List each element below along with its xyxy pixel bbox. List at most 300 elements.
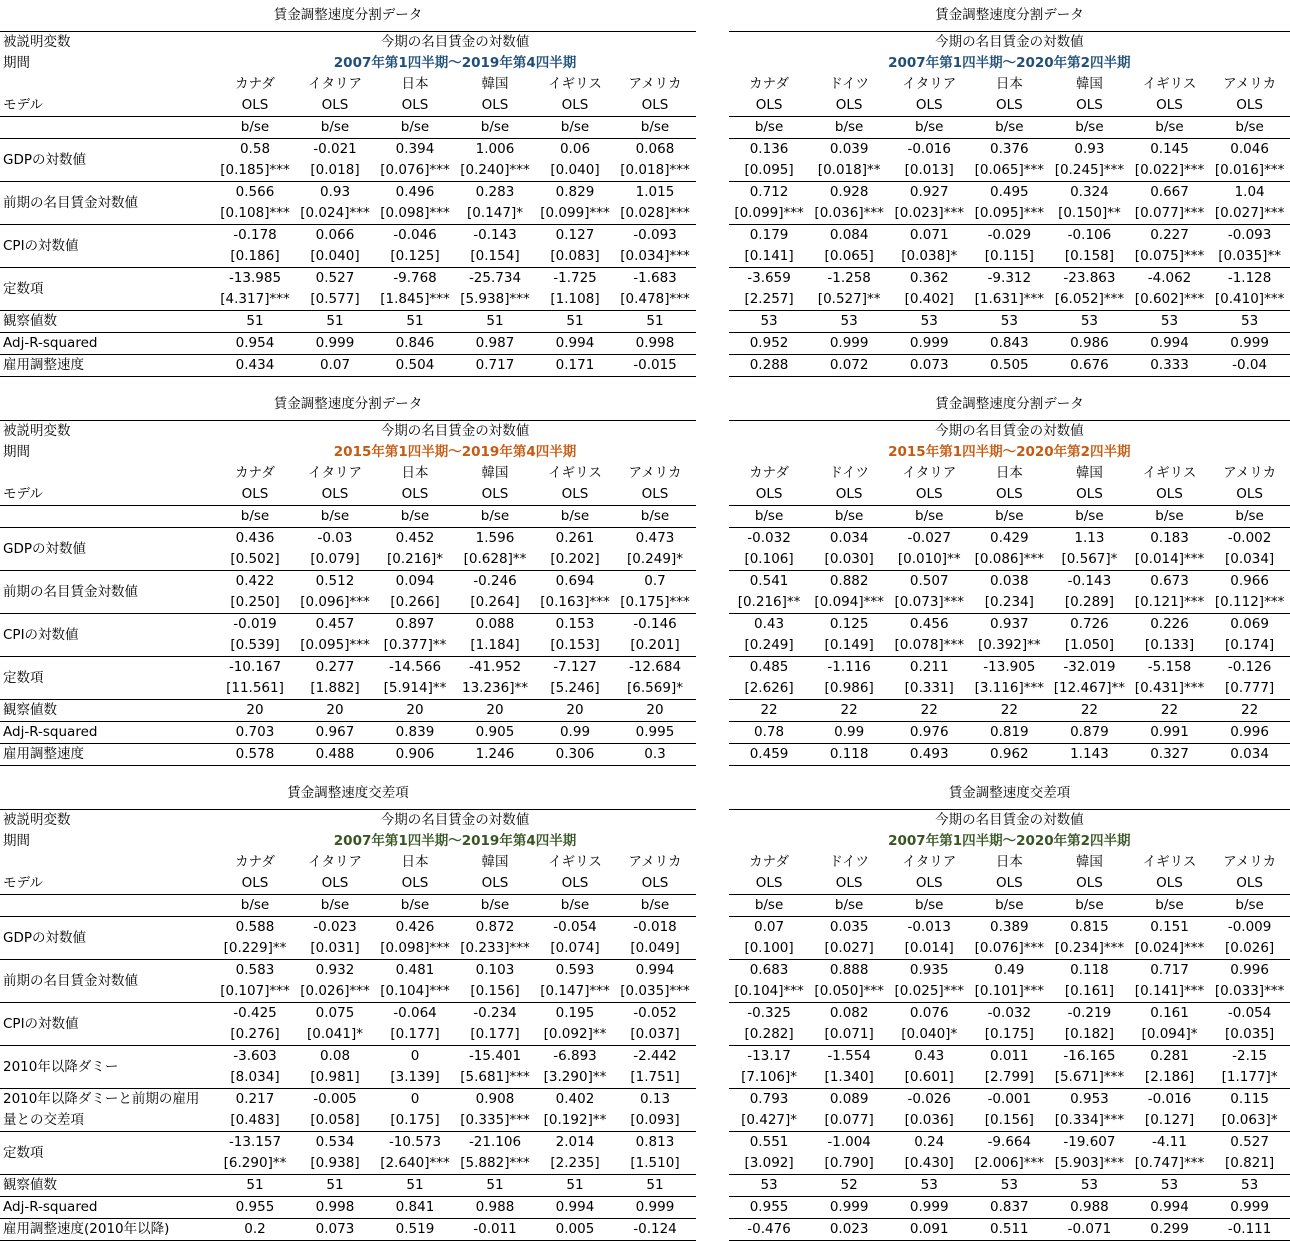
se-cell: [0.073]*** [894, 594, 964, 610]
coef-cell: 0.7 [644, 573, 666, 589]
coef-cell: -16.165 [1063, 1048, 1116, 1064]
variable-block [729, 1132, 1290, 1175]
stats-name: Adj-R-squared [3, 335, 98, 351]
stat-type: b/se [240, 508, 270, 524]
coef-cell: 0.507 [909, 573, 949, 589]
coef-cell: -2.442 [633, 1048, 677, 1064]
coef-cell: -4.062 [1147, 270, 1192, 286]
se-cell: [0.153] [550, 637, 600, 653]
country-header: イタリア [902, 76, 957, 92]
stats-cell: 0.171 [555, 357, 595, 373]
coef-cell: 0.046 [1230, 141, 1269, 157]
coef-cell: 0.566 [235, 184, 275, 200]
se-cell: [0.010]** [897, 551, 961, 567]
se-cell: [5.903]*** [1054, 1155, 1125, 1171]
stats-row [729, 311, 1290, 333]
se-row [215, 160, 696, 181]
se-cell: [0.112]*** [1214, 594, 1285, 610]
model-value: OLS [241, 875, 269, 891]
stat-type: b/se [400, 119, 430, 135]
stats-cell: 1.143 [1070, 746, 1109, 762]
se-cell: [0.079] [310, 551, 360, 567]
se-cell: [0.154] [470, 248, 520, 264]
country-header: アメリカ [1223, 76, 1277, 92]
country-header: ドイツ [829, 854, 870, 870]
stat-type: b/se [1075, 508, 1104, 524]
stats-cell: 20 [326, 702, 344, 718]
stats-cell: 51 [246, 313, 264, 329]
stats-cell: 0.459 [749, 746, 789, 762]
stats-cell: 0.511 [990, 1221, 1029, 1237]
stats-cell: 0.2 [244, 1221, 266, 1237]
model-value: OLS [835, 97, 863, 113]
stats-cell: 0.994 [555, 1199, 595, 1215]
se-cell: [0.027] [824, 940, 874, 956]
stats-cell: 0.955 [749, 1199, 789, 1215]
coef-cell: 0.888 [829, 962, 869, 978]
stats-cell: 51 [486, 313, 504, 329]
period-label: 期間 [3, 55, 30, 71]
variable-block [0, 268, 696, 311]
coef-cell: -0.016 [907, 141, 951, 157]
country-header: 日本 [401, 76, 429, 92]
variable-name: CPIの対数値 [3, 1016, 79, 1032]
coef-cell: -0.018 [633, 919, 677, 935]
se-cell: [0.031] [310, 940, 360, 956]
stat-type: b/se [320, 508, 350, 524]
se-cell: [2.640]*** [380, 1155, 450, 1171]
stats-cell: 0.998 [635, 335, 675, 351]
coef-cell: -0.032 [987, 1005, 1032, 1021]
coef-cell: -0.425 [233, 1005, 277, 1021]
panel-title: 賃金調整速度分割データ [0, 0, 696, 32]
se-cell: [0.037] [630, 1026, 680, 1042]
coef-cell: -0.143 [1067, 573, 1112, 589]
stats-name: 観察値数 [3, 1177, 57, 1193]
country-header-row [215, 852, 695, 873]
model-row [729, 484, 1290, 506]
stats-row [0, 722, 696, 744]
coef-cell: -0.219 [1067, 1005, 1112, 1021]
model-value: OLS [1076, 875, 1103, 891]
coef-cell: 0.583 [235, 962, 275, 978]
stats-cell: 0.846 [395, 335, 435, 351]
se-cell: [0.027]*** [1214, 205, 1285, 221]
variable-name: CPIの対数値 [3, 627, 79, 643]
stats-cell: 0.987 [475, 335, 515, 351]
stats-cell: 0.072 [829, 357, 869, 373]
coef-cell: 0.673 [1150, 573, 1189, 589]
stats-row [729, 333, 1290, 355]
se-cell: [0.036] [904, 1112, 954, 1128]
coef-cell: -1.258 [827, 270, 871, 286]
stats-row [0, 333, 696, 355]
se-cell: [2.235] [550, 1155, 600, 1171]
model-value: OLS [401, 486, 429, 502]
coef-cell: -0.027 [907, 530, 951, 546]
coef-cell: 0.183 [1150, 530, 1189, 546]
se-cell: [0.158] [1064, 248, 1115, 264]
country-header-row [215, 463, 695, 484]
model-label: モデル [3, 875, 43, 891]
variable-block [0, 960, 696, 1003]
se-cell: [0.104]*** [380, 983, 450, 999]
se-cell: [0.024]*** [300, 205, 370, 221]
se-cell: [0.402] [904, 291, 954, 307]
se-cell: [0.049] [630, 940, 680, 956]
se-cell: [0.539] [230, 637, 280, 653]
coef-cell: 0.694 [555, 573, 595, 589]
se-cell: [8.034] [230, 1069, 280, 1085]
se-cell: [0.121]*** [1134, 594, 1205, 610]
se-cell: [1.050] [1064, 637, 1115, 653]
coef-cell: 1.04 [1234, 184, 1265, 200]
se-cell: [0.024]*** [1134, 940, 1205, 956]
coef-row [729, 139, 1290, 160]
se-cell: [0.334]*** [1054, 1112, 1125, 1128]
coef-cell: -0.126 [1227, 659, 1272, 675]
se-cell: [0.065]*** [974, 162, 1045, 178]
period-value: 2007年第1四半期～2019年第4四半期 [333, 55, 577, 71]
se-cell: [0.602]*** [1134, 291, 1205, 307]
se-cell: [0.086]*** [974, 551, 1045, 567]
variable-block [729, 1003, 1290, 1046]
se-cell: [0.058] [310, 1112, 360, 1128]
variable-block [0, 657, 696, 700]
variable-block [0, 182, 696, 225]
stats-cell: 0.504 [395, 357, 435, 373]
se-cell: [0.035]*** [620, 983, 690, 999]
coef-cell: 0.125 [829, 616, 869, 632]
country-header: カナダ [235, 76, 275, 92]
coef-cell: -0.023 [313, 919, 357, 935]
stats-cell: 0.07 [319, 357, 351, 373]
variable-block [0, 917, 696, 960]
coef-cell: 0.376 [990, 141, 1029, 157]
stats-cell: 53 [840, 313, 858, 329]
se-cell: [0.038]* [901, 248, 958, 264]
stats-cell: 0.434 [235, 357, 275, 373]
country-header: 日本 [401, 465, 429, 481]
model-row [0, 95, 696, 117]
model-label: モデル [3, 97, 43, 113]
se-cell: [0.233]*** [460, 940, 530, 956]
period-value: 2007年第1四半期～2020年第2四半期 [888, 55, 1131, 71]
se-row [729, 938, 1290, 959]
coef-row [729, 1132, 1290, 1153]
se-cell: [5.882]*** [460, 1155, 530, 1171]
stats-cell: 51 [406, 1177, 424, 1193]
stat-type: b/se [480, 897, 510, 913]
coef-cell: 0.094 [395, 573, 435, 589]
se-cell: [0.628]** [463, 551, 527, 567]
se-row [215, 1067, 696, 1088]
stat-type: b/se [1155, 119, 1184, 135]
coef-cell: 0.726 [1070, 616, 1109, 632]
se-row [729, 246, 1290, 267]
stats-row [729, 700, 1290, 722]
coef-cell: 0.932 [315, 962, 355, 978]
stats-cell: 53 [1000, 313, 1018, 329]
stats-cell: 53 [920, 1177, 938, 1193]
variable-block [729, 1046, 1290, 1089]
stats-row [0, 1175, 696, 1197]
stats-cell: 51 [246, 1177, 264, 1193]
coef-cell: -14.566 [388, 659, 442, 675]
se-cell: [1.510] [630, 1155, 680, 1171]
stats-cell: -0.015 [633, 357, 677, 373]
se-row [729, 1110, 1290, 1131]
stats-row [729, 722, 1290, 744]
coef-cell: 0.151 [1150, 919, 1189, 935]
stats-cell: 22 [920, 702, 938, 718]
coef-cell: 0.496 [395, 184, 435, 200]
coef-row [729, 268, 1290, 289]
stat-type-row [0, 895, 696, 917]
variable-name: 前期の名目賃金対数値 [3, 584, 138, 600]
panel-title: 賃金調整速度交差項 [729, 778, 1290, 810]
stats-cell: 53 [1241, 313, 1259, 329]
se-cell: [3.139] [390, 1069, 440, 1085]
variable-block [729, 182, 1290, 225]
country-header: ドイツ [829, 76, 870, 92]
coef-row [215, 225, 696, 246]
se-cell: [0.175] [390, 1112, 440, 1128]
model-value: OLS [1156, 486, 1183, 502]
variable-block [729, 268, 1290, 311]
model-value: OLS [401, 875, 429, 891]
model-value: OLS [321, 875, 349, 891]
stat-type: b/se [240, 897, 270, 913]
variable-block [0, 1003, 696, 1046]
coef-cell: -0.03 [317, 530, 353, 546]
country-header: イギリス [548, 465, 602, 481]
se-cell: [0.156] [470, 983, 520, 999]
se-row [215, 635, 696, 656]
stats-cell: 51 [406, 313, 424, 329]
stat-type: b/se [754, 119, 784, 135]
se-cell: [0.790] [824, 1155, 874, 1171]
country-header-row [729, 852, 1290, 873]
stat-type: b/se [1075, 119, 1104, 135]
se-cell: [5.671]*** [1054, 1069, 1125, 1085]
dep-var-label: 被説明変数 [3, 34, 71, 50]
coef-cell: -0.026 [907, 1091, 951, 1107]
coef-row [729, 571, 1290, 592]
country-header: 韓国 [481, 854, 509, 870]
stats-cell: 0.843 [990, 335, 1029, 351]
se-cell: [0.527]** [817, 291, 881, 307]
variable-block [729, 225, 1290, 268]
se-cell: [0.502] [230, 551, 280, 567]
stats-cell: 0.988 [475, 1199, 515, 1215]
coef-cell: 0.512 [315, 573, 355, 589]
stat-type: b/se [1155, 897, 1184, 913]
coef-cell: 0.283 [475, 184, 515, 200]
se-cell: [0.013] [904, 162, 954, 178]
coef-cell: 0.593 [555, 962, 595, 978]
stats-cell: 20 [246, 702, 264, 718]
se-cell: [0.115] [984, 248, 1034, 264]
model-value: OLS [641, 486, 669, 502]
coef-row [215, 528, 696, 549]
coef-cell: 0.127 [555, 227, 595, 243]
coef-cell: -0.093 [1227, 227, 1272, 243]
se-cell: [0.249]* [627, 551, 683, 567]
stat-type-row [729, 117, 1290, 139]
coef-row [729, 1003, 1290, 1024]
se-cell: [0.026] [1225, 940, 1275, 956]
country-header: イタリア [308, 76, 362, 92]
coef-cell: 0.937 [990, 616, 1029, 632]
se-cell: [0.161] [1064, 983, 1115, 999]
variable-block [0, 528, 696, 571]
stats-row [0, 700, 696, 722]
stats-name: 雇用調整速度(2010年以降) [3, 1221, 170, 1237]
stats-row [0, 311, 696, 333]
se-cell: [0.777] [1225, 680, 1275, 696]
country-header: 韓国 [1075, 465, 1103, 481]
coef-cell: 0.485 [749, 659, 789, 675]
coef-cell: 0.277 [315, 659, 355, 675]
se-cell: [0.392]** [977, 637, 1041, 653]
se-cell: [0.095]*** [974, 205, 1045, 221]
stats-cell: 53 [1000, 1177, 1018, 1193]
stats-cell: 0.998 [315, 1199, 355, 1215]
country-header: イタリア [308, 854, 362, 870]
stats-cell: 0.073 [909, 357, 949, 373]
coef-cell: 0.712 [749, 184, 789, 200]
coef-row [729, 917, 1290, 938]
model-value: OLS [561, 486, 589, 502]
coef-cell: 0.473 [635, 530, 675, 546]
stats-cell: 0.906 [395, 746, 435, 762]
stats-cell: 51 [486, 1177, 504, 1193]
coef-cell: -0.054 [1227, 1005, 1272, 1021]
se-row [729, 981, 1290, 1002]
se-row [215, 1024, 696, 1045]
se-cell: [0.099]*** [540, 205, 610, 221]
stat-type: b/se [640, 897, 670, 913]
se-cell: [0.034] [1225, 551, 1275, 567]
coef-cell: 0.683 [749, 962, 789, 978]
se-cell: [0.095]*** [300, 637, 370, 653]
se-cell: [0.276] [230, 1026, 280, 1042]
stats-cell: 0.488 [315, 746, 355, 762]
se-cell: [0.077] [824, 1112, 874, 1128]
stats-cell: 20 [566, 702, 584, 718]
country-header: イタリア [902, 465, 957, 481]
coef-cell: -1.116 [827, 659, 871, 675]
se-cell: [0.098]*** [380, 205, 450, 221]
stat-type: b/se [560, 508, 590, 524]
se-cell: [0.030] [824, 551, 874, 567]
coef-cell: -0.143 [473, 227, 517, 243]
stats-row [729, 1219, 1290, 1241]
model-row [729, 95, 1290, 117]
coef-cell: 0.217 [235, 1091, 275, 1107]
coef-cell: 0.034 [829, 530, 869, 546]
country-header: カナダ [235, 465, 275, 481]
variable-name: 2010年以降ダミーと前期の雇用 [3, 1091, 200, 1107]
coef-cell: 0.08 [319, 1048, 351, 1064]
stats-cell: 0.905 [475, 724, 515, 740]
stat-type: b/se [834, 897, 864, 913]
se-cell: [12.467]** [1053, 680, 1126, 696]
model-value: OLS [481, 97, 509, 113]
stats-cell: 22 [1160, 702, 1179, 718]
se-cell: [0.150]** [1058, 205, 1121, 221]
stats-cell: 0.99 [559, 724, 591, 740]
se-cell: [0.174] [1225, 637, 1275, 653]
se-cell: [0.249] [744, 637, 794, 653]
country-header: アメリカ [628, 465, 682, 481]
se-row [729, 289, 1290, 310]
coef-cell: 2.014 [555, 1134, 595, 1150]
se-cell: [0.410]*** [1214, 291, 1285, 307]
coef-cell: -19.607 [1063, 1134, 1116, 1150]
stat-type: b/se [915, 897, 944, 913]
se-cell: [0.040]* [901, 1026, 958, 1042]
coef-row [729, 528, 1290, 549]
model-value: OLS [561, 97, 589, 113]
dep-var-value: 今期の名目賃金の対数値 [935, 423, 1084, 439]
coef-cell: -0.093 [633, 227, 677, 243]
coef-cell: 0.068 [635, 141, 675, 157]
panel-title: 賃金調整速度分割データ [0, 389, 696, 421]
se-row [215, 203, 696, 224]
country-header: イギリス [1142, 465, 1197, 481]
stats-cell: 0.118 [829, 746, 869, 762]
stats-cell: 0.3 [644, 746, 666, 762]
stats-cell: 0.955 [235, 1199, 275, 1215]
coef-cell: 0.118 [1070, 962, 1109, 978]
stat-type: b/se [915, 508, 944, 524]
se-cell: [0.050]*** [814, 983, 884, 999]
coef-cell: 1.006 [475, 141, 515, 157]
table-header [729, 810, 1290, 873]
coef-cell: -9.664 [987, 1134, 1032, 1150]
coef-row [215, 1132, 696, 1153]
table-panel-6 [729, 778, 1290, 1241]
coef-cell: 0.717 [1150, 962, 1189, 978]
variable-block [729, 528, 1290, 571]
model-value: OLS [1236, 875, 1263, 891]
se-row [729, 160, 1290, 181]
stats-cell: 0.005 [555, 1221, 595, 1237]
coef-cell: -0.106 [1067, 227, 1112, 243]
variable-block [0, 571, 696, 614]
dep-var-value: 今期の名目賃金の対数値 [935, 34, 1084, 50]
stats-cell: 0.819 [990, 724, 1029, 740]
coef-cell: 0.035 [829, 919, 869, 935]
se-cell: [11.561] [226, 680, 284, 696]
se-cell: [0.147]* [467, 205, 523, 221]
country-header: イギリス [548, 76, 602, 92]
se-cell: [2.799] [984, 1069, 1034, 1085]
coef-cell: -0.005 [313, 1091, 357, 1107]
country-header-row [215, 74, 695, 95]
se-cell: [0.601] [904, 1069, 954, 1085]
se-cell: [0.063]* [1221, 1112, 1278, 1128]
coef-cell: 1.596 [475, 530, 515, 546]
se-cell: [0.096]*** [300, 594, 370, 610]
stats-cell: 0.994 [1150, 1199, 1189, 1215]
stat-type-row [0, 117, 696, 139]
stats-cell: 51 [566, 313, 584, 329]
coef-cell: -0.001 [987, 1091, 1032, 1107]
model-value: OLS [1156, 97, 1183, 113]
